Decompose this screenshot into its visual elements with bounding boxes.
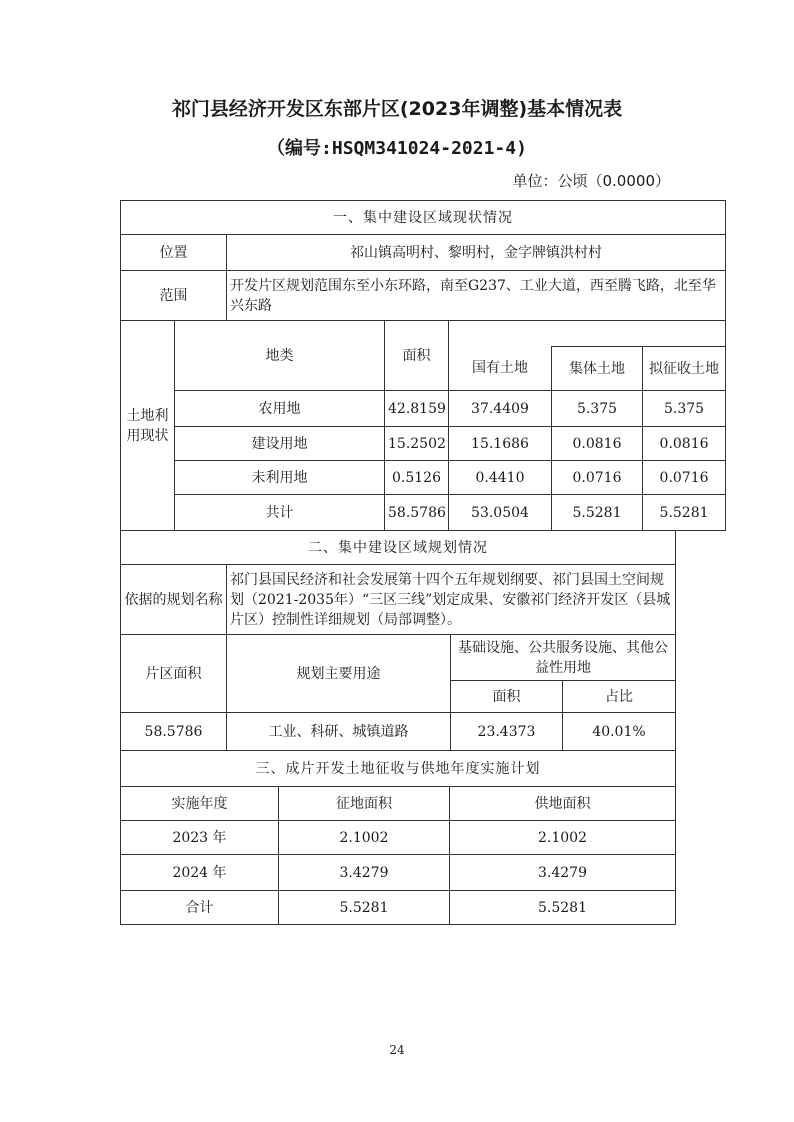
state-land: 37.4409 — [449, 391, 552, 427]
unit-note: 单位：公顷（0.0000） — [512, 172, 670, 190]
acquire-area: 5.5281 — [279, 891, 450, 925]
document-code: （编号:HSQM341024-2021-4) — [267, 138, 527, 159]
table-row — [121, 495, 726, 531]
table-row — [121, 461, 726, 495]
col-header-area: 面积 — [385, 321, 449, 391]
table-row — [121, 891, 676, 925]
infra-area-value: 23.4373 — [451, 713, 563, 751]
table-row — [121, 855, 676, 891]
location-value: 祁山镇高明村、黎明村，金字牌镇洪村村 — [227, 235, 726, 271]
document-title: 祁门县经济开发区东部片区(2023年调整)基本情况表 — [171, 98, 623, 120]
expropriate-land: 5.375 — [643, 391, 726, 427]
page-number: 24 — [389, 1043, 405, 1057]
table-row — [121, 391, 726, 427]
expropriate-land: 0.0816 — [643, 427, 726, 461]
basis-value: 祁门县国民经济和社会发展第十四个五年规划纲要、祁门县国土空间规划（2021-2035年）“三区三线”划定成果、安徽祁门经济开发区（县城片区）控制性详细规划（局部调整）。 — [227, 565, 676, 635]
col-header-type: 地类 — [175, 321, 385, 391]
collective-land: 5.5281 — [552, 495, 643, 531]
plan-year: 2023 年 — [121, 821, 279, 855]
current-status-table — [120, 200, 726, 531]
land-type: 共计 — [175, 495, 385, 531]
col-header-supply: 供地面积 — [450, 787, 676, 821]
state-land: 0.4410 — [449, 461, 552, 495]
land-area: 15.2502 — [385, 427, 449, 461]
supply-area: 2.1002 — [450, 821, 676, 855]
table-row — [121, 821, 676, 855]
annual-plan-table — [120, 750, 676, 925]
section2-heading: 二、集中建设区域规划情况 — [121, 531, 676, 565]
planning-table — [120, 530, 676, 751]
scope-value: 开发片区规划范围东至小东环路，南至G237、工业大道，西至腾飞路，北至华兴东路 — [227, 271, 726, 321]
col-header-state: 国有土地 — [449, 347, 552, 391]
main-use-value: 工业、科研、城镇道路 — [227, 713, 451, 751]
section3-heading: 三、成片开发土地征收与供地年度实施计划 — [121, 751, 676, 787]
header-blank — [449, 321, 726, 347]
col-header-acquire: 征地面积 — [279, 787, 450, 821]
location-label: 位置 — [121, 235, 227, 271]
land-type: 未利用地 — [175, 461, 385, 495]
col-header-district-area: 片区面积 — [121, 635, 227, 713]
col-header-expropriate: 拟征收土地 — [643, 347, 726, 391]
col-header-infra-area: 面积 — [451, 681, 563, 713]
acquire-area: 2.1002 — [279, 821, 450, 855]
col-header-collective: 集体土地 — [552, 347, 643, 391]
collective-land: 5.375 — [552, 391, 643, 427]
land-type: 农用地 — [175, 391, 385, 427]
expropriate-land: 5.5281 — [643, 495, 726, 531]
supply-area: 3.4279 — [450, 855, 676, 891]
col-header-main-use: 规划主要用途 — [227, 635, 451, 713]
scope-label: 范围 — [121, 271, 227, 321]
table-row — [121, 713, 676, 751]
land-type: 建设用地 — [175, 427, 385, 461]
infra-ratio-value: 40.01% — [563, 713, 676, 751]
land-area: 42.8159 — [385, 391, 449, 427]
plan-year: 2024 年 — [121, 855, 279, 891]
col-header-infra-ratio: 占比 — [563, 681, 676, 713]
section1-heading: 一、集中建设区域现状情况 — [121, 201, 726, 235]
state-land: 53.0504 — [449, 495, 552, 531]
basis-label: 依据的规划名称 — [121, 565, 227, 635]
collective-land: 0.0816 — [552, 427, 643, 461]
collective-land: 0.0716 — [552, 461, 643, 495]
col-header-infrastructure: 基础设施、公共服务设施、其他公益性用地 — [451, 635, 676, 681]
acquire-area: 3.4279 — [279, 855, 450, 891]
expropriate-land: 0.0716 — [643, 461, 726, 495]
plan-year: 合计 — [121, 891, 279, 925]
land-area: 0.5126 — [385, 461, 449, 495]
table-row — [121, 427, 726, 461]
col-header-year: 实施年度 — [121, 787, 279, 821]
supply-area: 5.5281 — [450, 891, 676, 925]
state-land: 15.1686 — [449, 427, 552, 461]
district-area-value: 58.5786 — [121, 713, 227, 751]
land-use-label: 土地利用现状 — [121, 321, 175, 531]
land-area: 58.5786 — [385, 495, 449, 531]
